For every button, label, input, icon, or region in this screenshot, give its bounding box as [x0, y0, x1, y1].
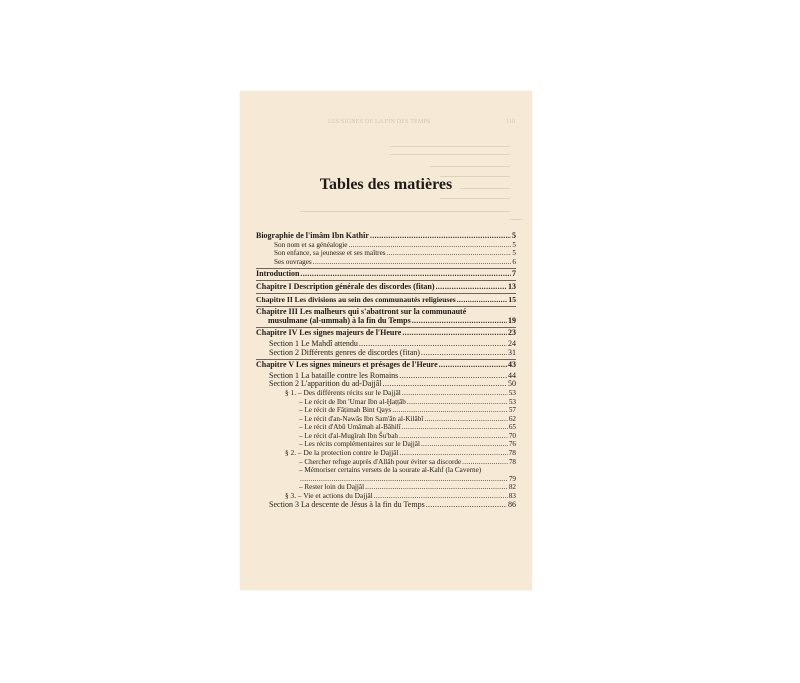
toc-entry-label: – Le récit d'an-Nawâs Ibn Sam'ân al-Kilâbî — [299, 414, 424, 423]
toc-entry-label: § 2. – De la protection contre le Dajjâl — [285, 448, 399, 458]
leader-dots — [300, 475, 508, 484]
toc-entry-label: Section 2 L'apparition du ad-Dajjâl — [269, 379, 382, 389]
toc-entry-label: Son enfance, sa jeunesse et ses maîtres — [274, 249, 386, 258]
table-of-contents — [256, 232, 516, 509]
toc-entry — [256, 406, 516, 415]
toc-entry-page: 24 — [508, 338, 516, 348]
toc-entry-page: 65 — [508, 423, 516, 432]
toc-entry — [256, 329, 516, 338]
toc-entry-label: § 3. – Vie et actions du Dajjâl — [285, 491, 373, 501]
toc-entry-page: 6 — [512, 257, 516, 266]
toc-entry — [256, 423, 516, 432]
toc-entry-page: 76 — [508, 440, 516, 449]
bleed-through-line — [390, 154, 510, 155]
toc-entry-page: 31 — [508, 347, 516, 357]
toc-entry-label: Chapitre V Les signes mineurs et présages de l'Heure — [256, 360, 438, 370]
leader-dots — [365, 483, 508, 492]
toc-entry — [256, 501, 516, 510]
leader-dots — [399, 432, 508, 441]
toc-entry — [256, 241, 516, 250]
leader-dots — [400, 449, 508, 458]
toc-entry-label: § 1. – Des différents récits sur le Dajjâl — [285, 387, 401, 397]
leader-dots — [426, 501, 507, 510]
toc-entry-label: – Les récits complémentaires sur le Dajjâl — [299, 440, 420, 449]
page-title: Tables des matières — [319, 176, 453, 193]
toc-entry-line1 — [256, 466, 516, 475]
leader-dots — [402, 389, 508, 398]
leader-dots — [457, 296, 508, 305]
leader-dots — [462, 458, 508, 467]
toc-entry-label: Chapitre IV Les signes majeurs de l'Heure — [256, 328, 402, 338]
leader-dots — [439, 361, 507, 370]
toc-entry-label: – Rester loin du Dajjâl — [299, 483, 365, 492]
toc-entry-label: – Le récit d'al-Mugîrah Ibn Šu'bah — [299, 431, 398, 440]
toc-entry-label: – Chercher refuge auprès d'Allâh pour éviter sa discorde — [299, 457, 462, 466]
leader-dots — [399, 372, 507, 381]
book-page — [240, 91, 532, 590]
toc-entry-label: Introduction — [256, 269, 300, 279]
leader-dots — [383, 380, 507, 389]
leader-dots — [421, 349, 507, 358]
toc-entry-label: musulmane (al-ummah) à la fin du Temps — [268, 315, 411, 325]
toc-entry-page: 82 — [508, 483, 516, 492]
toc-entry-label: Chapitre I Description générale des discordes (fitan) — [256, 281, 435, 291]
toc-entry-label: Chapitre II Les divisions au sein des communautés religieuses — [256, 294, 456, 304]
toc-entry — [256, 270, 516, 279]
toc-entry-page: 7 — [512, 269, 516, 279]
toc-entry — [256, 361, 516, 370]
bleed-through-line — [430, 166, 510, 167]
toc-entry-label: Ses ouvrages — [274, 257, 312, 266]
toc-entry-line2 — [256, 317, 516, 326]
bleed-through-page-number: 110 — [506, 119, 516, 125]
leader-dots — [387, 249, 512, 258]
toc-entry-page: 57 — [508, 406, 516, 415]
leader-dots — [402, 329, 507, 338]
toc-entry — [256, 296, 516, 305]
toc-entry — [256, 415, 516, 424]
toc-entry-label: Biographie de l'imâm Ibn Kathîr — [256, 231, 369, 240]
leader-dots — [313, 258, 512, 267]
toc-entry-label: Chapitre III Les malheurs qui s'abattront sur la communauté — [256, 307, 467, 317]
divider — [256, 293, 516, 294]
toc-entry-page: 19 — [508, 315, 516, 325]
toc-entry-line2 — [256, 475, 516, 484]
toc-entry — [256, 458, 516, 467]
leader-dots — [300, 270, 511, 279]
toc-entry-label: Section 2 Différents genres de discordes (fitan) — [269, 347, 420, 357]
toc-entry-page: 53 — [508, 397, 516, 406]
toc-entry — [256, 232, 516, 241]
toc-entry-label: – Mémoriser certains versets de la sourate al-Kahf (la Caverne) — [299, 466, 482, 475]
leader-dots — [412, 317, 507, 326]
toc-entry-page: 5 — [512, 231, 516, 240]
toc-entry-page: 13 — [508, 281, 516, 291]
toc-entry-page: 23 — [508, 328, 516, 338]
toc-entry-label: Son nom et sa généalogie — [274, 240, 348, 249]
toc-entry-page: 5 — [512, 240, 516, 249]
toc-entry — [256, 349, 516, 358]
bleed-through-header: LES SIGNES DE LA FIN DES TEMPS — [328, 119, 431, 125]
toc-entry — [256, 249, 516, 258]
toc-entry-page: 79 — [508, 474, 516, 483]
toc-entry-page: 53 — [508, 387, 516, 397]
toc-entry — [256, 283, 516, 292]
toc-entry — [256, 432, 516, 441]
toc-entry-label: Section 1 Le Mahdî attendu — [269, 338, 358, 348]
toc-entry-page: 78 — [508, 457, 516, 466]
bleed-through-line — [300, 211, 510, 212]
leader-dots — [402, 423, 508, 432]
toc-entry-label: – Le récit d'Abû Umâmah al-Bâhilî — [299, 423, 401, 432]
toc-entry-page: 78 — [508, 448, 516, 458]
toc-entry-label: – Le récit de Ibn 'Umar Ibn al-Ḫaṭṭâb — [299, 397, 406, 406]
toc-entry-label: – Le récit de Fâṭimah Bint Qays — [299, 406, 392, 415]
toc-entry-label: Section 3 La descente de Jésus à la fin du Temps — [269, 499, 425, 509]
toc-entry-page: 62 — [508, 414, 516, 423]
leader-dots — [407, 398, 508, 407]
toc-entry — [256, 449, 516, 458]
toc-entry-page: 5 — [512, 249, 516, 258]
toc-entry-page: 44 — [508, 370, 516, 380]
toc-entry-page: 50 — [508, 379, 516, 389]
toc-entry-label: Section 1 La bataille contre les Romains — [269, 370, 399, 380]
leader-dots — [348, 241, 511, 250]
bleed-through-line — [390, 146, 510, 147]
leader-dots — [436, 283, 508, 292]
bleed-through-line — [510, 219, 522, 220]
leader-dots — [424, 415, 507, 424]
toc-entry-page: 43 — [508, 360, 516, 370]
toc-entry — [256, 389, 516, 398]
bleed-through-line — [440, 198, 510, 199]
leader-dots — [370, 232, 511, 241]
leader-dots — [392, 406, 508, 415]
toc-entry-page: 83 — [508, 491, 516, 501]
toc-entry-page: 15 — [508, 294, 516, 304]
leader-dots — [421, 440, 508, 449]
toc-entry — [256, 258, 516, 267]
toc-entry-page: 70 — [508, 431, 516, 440]
toc-entry-page: 86 — [508, 499, 516, 509]
toc-entry — [256, 398, 516, 407]
